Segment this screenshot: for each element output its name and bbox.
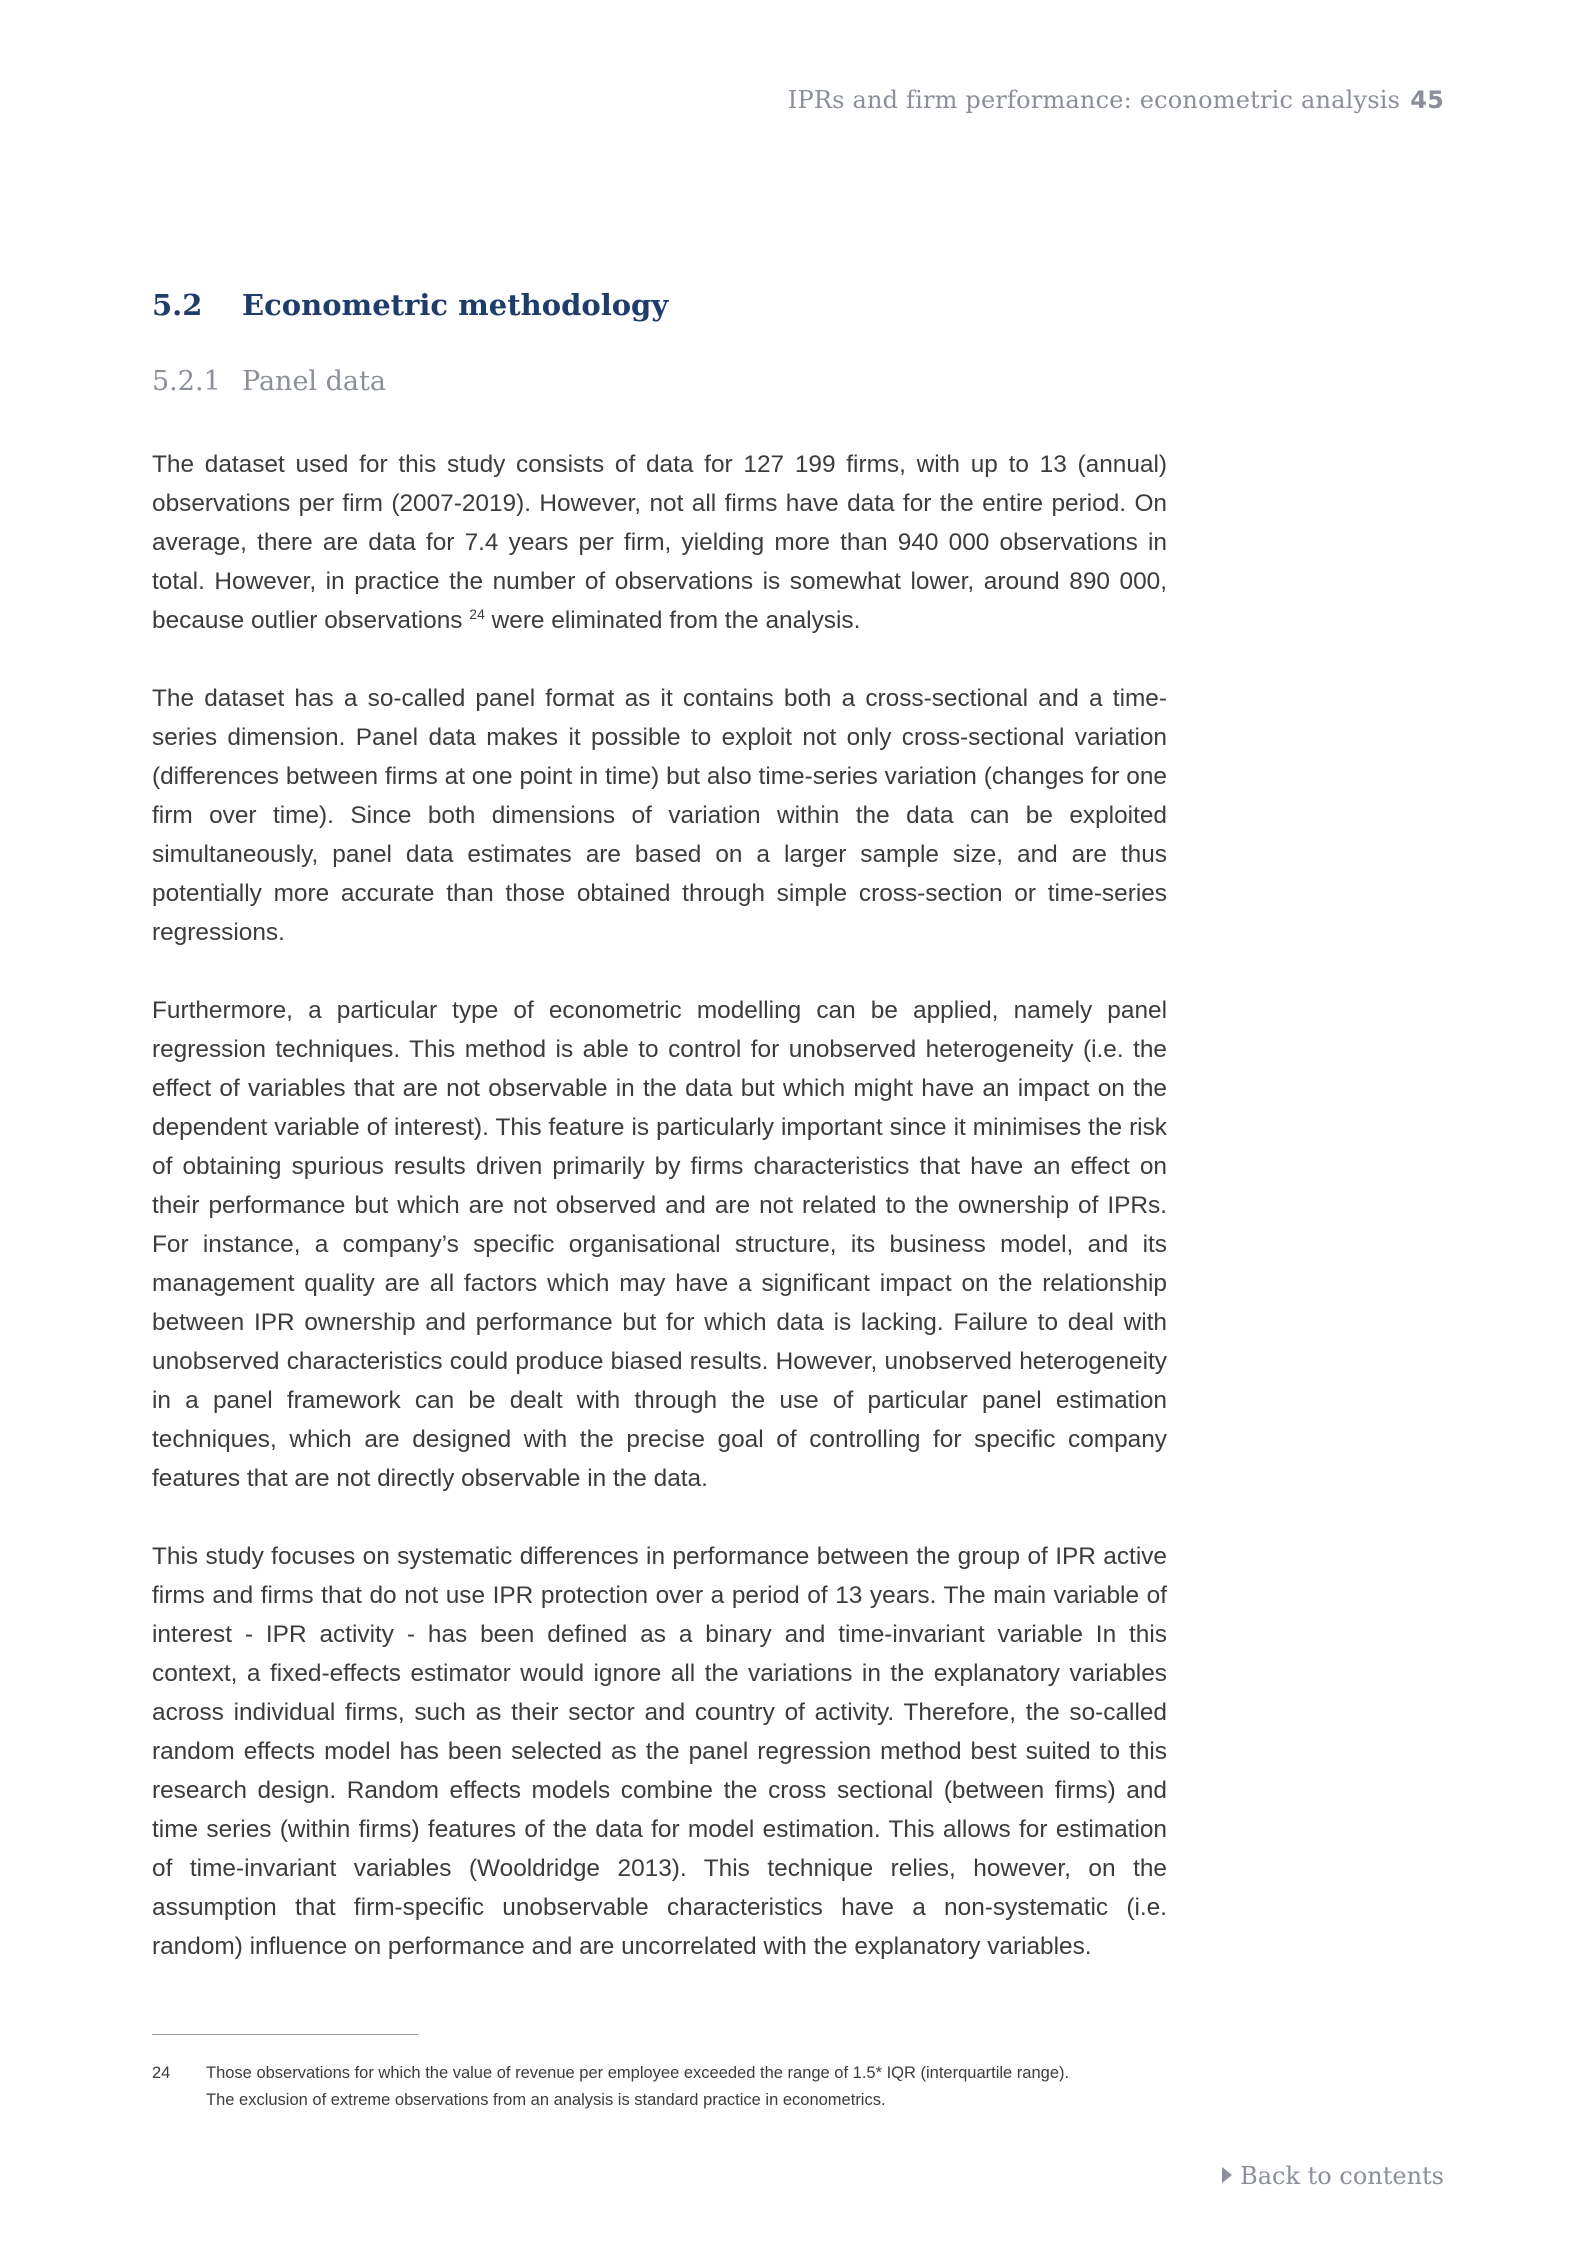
footnote-line-2: The exclusion of extreme observations from an analysis is standard practice in econometrics.	[206, 2091, 886, 2109]
triangle-right-icon	[1222, 2167, 1232, 2183]
paragraph-1-tail: were eliminated from the analysis.	[484, 607, 861, 634]
back-to-contents-label: Back to contents	[1240, 2162, 1444, 2190]
footnote-reference[interactable]: 24	[469, 605, 485, 622]
footnote-line-1: Those observations for which the value of revenue per employee exceeded the range of 1.5* IQR (interquartile range).	[206, 2064, 1070, 2082]
paragraph-4: This study focuses on systematic differences in performance between the group of IPR active firms and firms that do not use IPR protection over a period of 13 years. The main variable of interest - IPR activity - has been defined as a binary and time-invariant variable In this context, a fixed-effects estimator would ignore all the variations in the explanatory variables across individual firms, such as their sector and country of activity. Therefore, the so-called random effects model has been selected as the panel regression method best suited to this research design. Random effects models combine the cross sectional (between firms) and time series (within firms) features of the data for model estimation. This allows for estimation of time-invariant variables (Wooldridge 2013). This technique relies, however, on the assumption that firm-specific unobservable characteristics have a non-systematic (i.e. random) influence on performance and are uncorrelated with the explanatory variables.	[152, 1543, 1167, 1960]
paragraph-1-text: The dataset used for this study consists of data for 127 199 firms, with up to 13 (annual) observations per firm (2007-2019). However, not all firms have data for the entire period. On average, there are data for 7.4 years per firm, yielding more than 940 000 observations in total. However, in practice the number of observations is somewhat lower, around 890 000, because outlier observations	[152, 451, 1167, 634]
section-number: 5.2	[152, 288, 203, 322]
body-text	[152, 445, 1167, 2005]
paragraph-2: The dataset has a so-called panel format as it contains both a cross-sectional and a time-series dimension. Panel data makes it possible to exploit not only cross-sectional variation (differences between firms at one point in time) but also time-series variation (changes for one firm over time). Since both dimensions of variation within the data can be exploited simultaneously, panel data estimates are based on a larger sample size, and are thus potentially more accurate than those obtained through simple cross-section or time-series regressions.	[152, 685, 1167, 946]
subsection-heading	[152, 366, 386, 397]
running-header	[788, 86, 1444, 114]
paragraph-1	[152, 445, 1167, 640]
subsection-number: 5.2.1	[152, 366, 221, 397]
footnote-text	[206, 2060, 1167, 2114]
footnote	[152, 2060, 1167, 2114]
section-title: Econometric methodology	[242, 288, 669, 322]
running-title: IPRs and firm performance: econometric analysis	[787, 86, 1401, 114]
page-number: 45	[1410, 86, 1444, 114]
back-to-contents-link[interactable]	[1222, 2162, 1444, 2190]
paragraph-3: Furthermore, a particular type of econometric modelling can be applied, namely panel regression techniques. This method is able to control for unobserved heterogeneity (i.e. the effect of variables that are not observable in the data but which might have an impact on the dependent variable of interest). This feature is particularly important since it minimises the risk of obtaining spurious results driven primarily by firms characteristics that have an effect on their performance but which are not observed and are not related to the ownership of IPRs. For instance, a company’s specific organisational structure, its business model, and its management quality are all factors which may have a significant impact on the relationship between IPR ownership and performance but for which data is lacking. Failure to deal with unobserved characteristics could produce biased results. However, unobserved heterogeneity in a panel framework can be dealt with through the use of particular panel estimation techniques, which are designed with the precise goal of controlling for specific company features that are not directly observable in the data.	[152, 997, 1167, 1492]
section-heading	[152, 288, 668, 322]
footnote-divider	[152, 2034, 418, 2035]
footnote-number: 24	[152, 2064, 171, 2082]
subsection-title: Panel data	[242, 366, 386, 397]
